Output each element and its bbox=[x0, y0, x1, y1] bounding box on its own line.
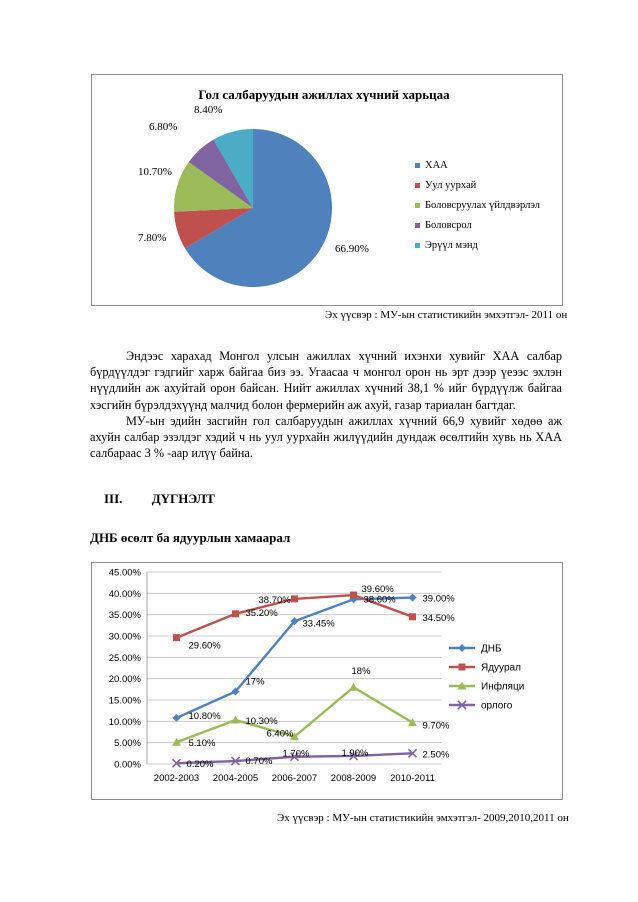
section-title: ДҮГНЭЛТ bbox=[151, 491, 215, 506]
paragraph-2: МУ-ын эдийн засгийн гол салбаруудын ажиллах хүчний 66,9 хувийг хөдөө аж ахуйн салбар эзэлдэг хэдий ч нь уул уурхайн жилүүдийн дундаж өсөлтийн хувь нь ХАА салбараас 3 % -аар илүү байна. bbox=[90, 413, 562, 461]
pie-slice-label: 8.40% bbox=[194, 104, 223, 116]
pie-legend-label: Уул уурхай bbox=[425, 180, 477, 191]
pie-chart-frame bbox=[91, 74, 563, 306]
pie-slice-label: 7.80% bbox=[138, 232, 167, 244]
data-label: 2.50% bbox=[422, 749, 450, 761]
x-tick-label: 2010-2011 bbox=[390, 773, 435, 784]
data-point-marker bbox=[458, 644, 466, 652]
subheading: ДНБ өсөлт ба ядуурлын хамаарал bbox=[90, 530, 291, 545]
y-tick-label: 0.00% bbox=[114, 759, 141, 771]
pie-legend-swatch bbox=[415, 183, 420, 188]
data-label: 34.50% bbox=[422, 612, 455, 624]
data-point-marker bbox=[409, 613, 416, 620]
pie-legend-swatch bbox=[415, 223, 420, 228]
pie-legend-swatch bbox=[415, 163, 420, 168]
section-heading bbox=[104, 491, 215, 507]
pie-legend-label: Боловсруулах үйлдвэрлэл bbox=[425, 200, 540, 211]
x-tick-label: 2004-2005 bbox=[212, 773, 259, 784]
data-label: 5.10% bbox=[188, 738, 216, 750]
data-label: 29.60% bbox=[188, 640, 221, 652]
data-label: 10.30% bbox=[245, 716, 278, 728]
pie-legend-swatch bbox=[415, 243, 420, 248]
body-text bbox=[90, 348, 562, 461]
y-tick-label: 15.00% bbox=[108, 695, 141, 707]
line-chart-source: Эх үүсвэр : МУ-ын статистикийн эмхэтгэл- 2009,2010,2011 он bbox=[277, 812, 569, 824]
data-point-marker bbox=[291, 595, 298, 602]
data-label: 35.20% bbox=[245, 607, 278, 619]
data-label: 1.70% bbox=[282, 748, 310, 760]
pie-legend-label: ХАА bbox=[425, 160, 448, 171]
pie-legend-label: Боловсрол bbox=[425, 220, 472, 231]
y-tick-label: 10.00% bbox=[108, 716, 141, 728]
x-tick-label: 2006-2007 bbox=[271, 773, 318, 784]
line-chart-frame bbox=[91, 562, 563, 800]
legend-label: Ядуурал bbox=[481, 662, 521, 674]
x-tick-label: 2008-2009 bbox=[330, 773, 377, 784]
x-tick-label: 2002-2003 bbox=[153, 773, 200, 784]
legend-label: ДНБ bbox=[481, 643, 502, 655]
legend-label: орлого bbox=[481, 700, 513, 712]
line-chart bbox=[92, 563, 562, 799]
data-label: 10.80% bbox=[188, 710, 221, 722]
y-tick-label: 20.00% bbox=[108, 674, 141, 686]
data-label: 33.45% bbox=[302, 618, 335, 630]
data-label: 17% bbox=[245, 676, 265, 688]
y-tick-label: 40.00% bbox=[108, 588, 141, 600]
pie-slice-label: 6.80% bbox=[149, 121, 178, 133]
y-tick-label: 5.00% bbox=[114, 738, 141, 750]
data-label: 38.60% bbox=[363, 594, 396, 606]
data-point-marker bbox=[459, 664, 466, 671]
section-number: III. bbox=[104, 491, 123, 506]
pie-chart bbox=[92, 75, 562, 305]
data-label: 39.60% bbox=[361, 584, 394, 596]
paragraph-1: Эндээс харахад Монгол улсын ажиллах хүчний ихэнхи хувийг ХАА салбар бүрдүүлдэг гэдгийг харж байгаа биз ээ. Угаасаа ч монгол орон нь эрт дээр үеээс эхлэн нүүдлийн аж ахуйтай орон байсан. Нийт ажиллах хүчний 38,1 % ийг бүрдүүлж байгаа хэсгийн бүрэлдэхүүнд малчид болон фермерийн аж ахуй, газар тариалан багтдаг. bbox=[90, 349, 562, 412]
data-label: 0.20% bbox=[186, 759, 214, 771]
data-label: 18% bbox=[351, 666, 371, 678]
data-label: 39.00% bbox=[422, 593, 455, 605]
data-label: 6.40% bbox=[266, 728, 294, 740]
data-point-marker bbox=[350, 592, 357, 599]
data-point-marker bbox=[231, 716, 240, 724]
y-tick-label: 45.00% bbox=[108, 567, 141, 579]
data-point-marker bbox=[349, 683, 358, 691]
pie-legend-label: Эрүүл мэнд bbox=[425, 240, 478, 251]
data-point-marker bbox=[232, 610, 239, 617]
pie-chart-source: Эх үүсвэр : МУ-ын статистикийн эмхэтгэл- 2011 он bbox=[325, 309, 568, 321]
data-label: 38.70% bbox=[258, 594, 291, 606]
pie-chart-title: Гол салбаруудын ажиллах хүчний харьцаа bbox=[198, 87, 450, 102]
legend-label: Инфляци bbox=[481, 681, 525, 693]
pie-slice-label: 66.90% bbox=[335, 243, 369, 255]
pie-legend-swatch bbox=[415, 203, 420, 208]
data-label: 1.90% bbox=[341, 747, 369, 759]
y-tick-label: 25.00% bbox=[108, 652, 141, 664]
data-label: 9.70% bbox=[422, 720, 450, 732]
data-point-marker bbox=[409, 594, 417, 602]
pie-slice-label: 10.70% bbox=[138, 166, 172, 178]
data-point-marker bbox=[173, 714, 181, 722]
y-tick-label: 30.00% bbox=[108, 631, 141, 643]
data-label: 0.70% bbox=[245, 756, 273, 768]
data-point-marker bbox=[173, 634, 180, 641]
y-tick-label: 35.00% bbox=[108, 610, 141, 622]
